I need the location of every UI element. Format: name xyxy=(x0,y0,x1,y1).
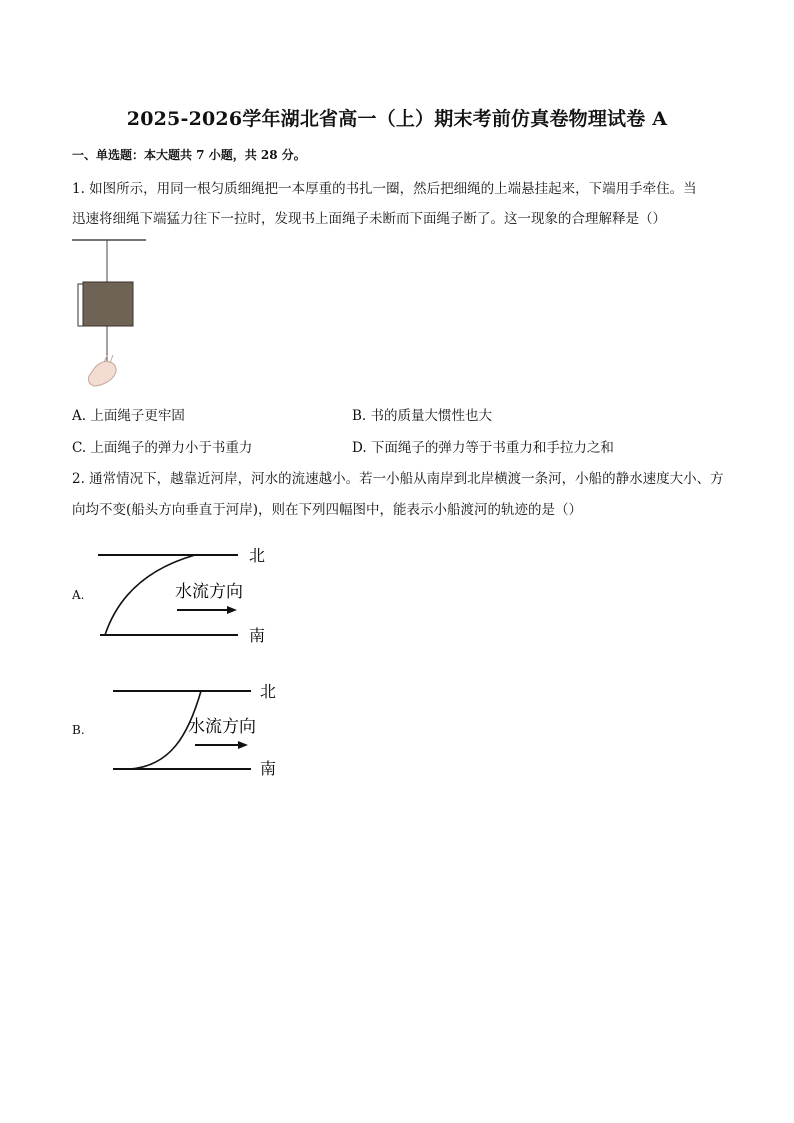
section-heading: 一、单选题：本大题共 7 小题，共 28 分。 xyxy=(72,148,306,162)
diagram-a xyxy=(95,540,285,650)
diagram-a-label: A. xyxy=(72,588,85,602)
question-2-line-1: 2. 通常情况下，越靠近河岸，河水的流速越小。若一小船从南岸到北岸横渡一条河，小船的静水速度大小、方 xyxy=(72,471,724,487)
question-2-line-2: 向均不变(船头方向垂直于河岸)，则在下列四幅图中，能表示小船渡河的轨迹的是（） xyxy=(72,502,583,518)
flow-arrow-head xyxy=(227,606,237,614)
south-label: 南 xyxy=(260,759,277,778)
flow-arrow-head xyxy=(238,741,248,749)
book-hanging-figure xyxy=(70,236,160,392)
north-label: 北 xyxy=(260,682,277,701)
north-label: 北 xyxy=(249,546,266,565)
q1-option-a: A. 上面绳子更牢固 xyxy=(72,408,185,424)
flow-direction-label: 水流方向 xyxy=(175,582,243,602)
question-1-line-1: 1. 如图所示，用同一根匀质细绳把一本厚重的书扎一圈，然后把细绳的上端悬挂起来，下端用手牵住。当 xyxy=(72,181,697,197)
flow-direction-label: 水流方向 xyxy=(188,717,256,737)
q1-option-d: D. 下面绳子的弹力等于书重力和手拉力之和 xyxy=(352,440,614,456)
q1-option-c: C. 上面绳子的弹力小于书重力 xyxy=(72,440,253,456)
diagram-b-label: B. xyxy=(72,723,85,737)
book xyxy=(83,282,133,326)
diagram-b xyxy=(108,676,298,786)
q1-option-b: B. 书的质量大惯性也大 xyxy=(352,408,493,424)
page-title: 2025-2026学年湖北省高一（上）期末考前仿真卷物理试卷 A xyxy=(126,108,668,130)
hand-icon xyxy=(88,361,116,386)
question-1-line-2: 迅速将细绳下端猛力往下一拉时，发现书上面绳子未断而下面绳子断了。这一现象的合理解释是（） xyxy=(72,211,666,227)
south-label: 南 xyxy=(249,626,266,645)
